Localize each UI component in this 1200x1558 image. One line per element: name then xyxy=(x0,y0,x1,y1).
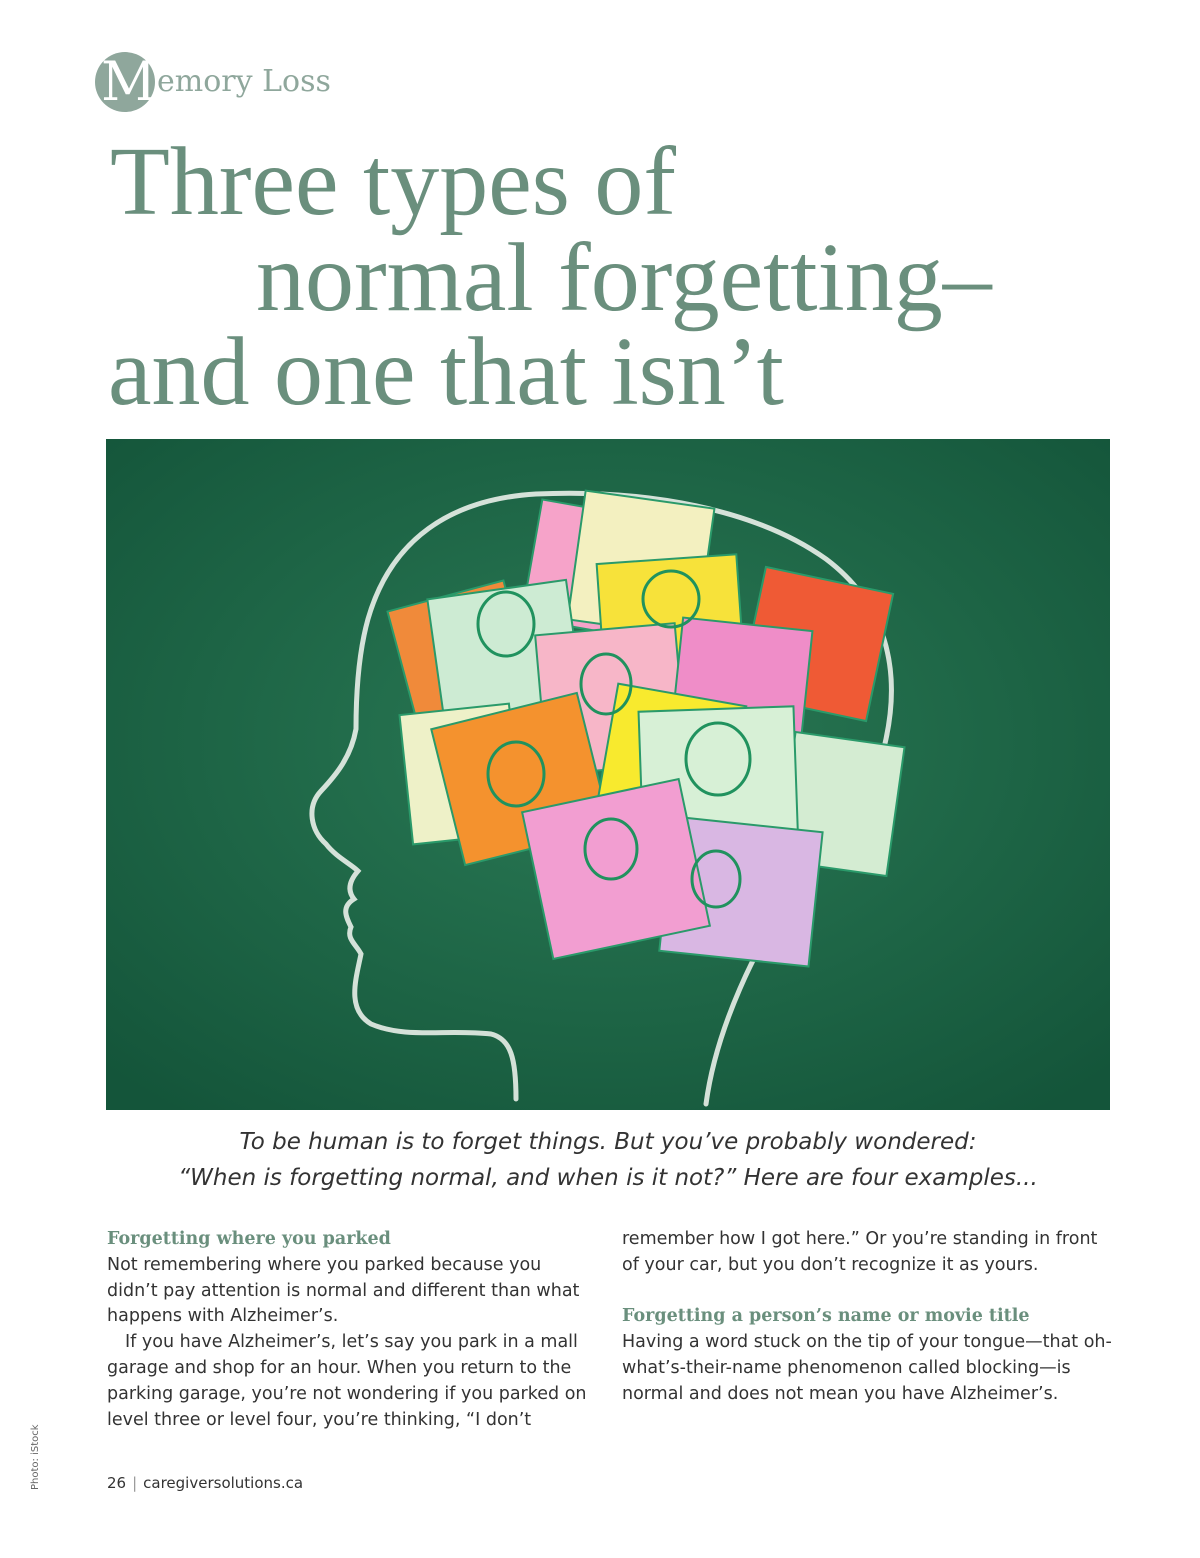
intro-deck xyxy=(106,1124,1110,1196)
title-line-3: and one that isn’t xyxy=(108,318,784,426)
section-1-paragraph-1: Not remembering where you parked because you didn’t pay attention is normal and different than what happens with Alzheimer’s. xyxy=(107,1254,580,1327)
title-line-2: normal forgetting– xyxy=(256,224,992,332)
title-line-1: Three types of xyxy=(110,128,676,236)
page-number: 26 xyxy=(107,1474,127,1492)
footer-separator: | xyxy=(132,1474,138,1492)
section-2-paragraph-1: Having a word stuck on the tip of your tongue—that oh-what’s-their-name phenomenon called blocking—is normal and does not mean you have Alzheimer’s. xyxy=(622,1332,1112,1404)
section-1-heading: Forgetting where you parked xyxy=(107,1229,391,1249)
page-footer xyxy=(107,1474,303,1492)
section-tag-label: emory Loss xyxy=(157,64,331,99)
section-1-paragraph-2: If you have Alzheimer’s, let’s say you park in a mall garage and shop for an hour. When you return to the parking garage, you’re not wondering if you parked on level three or level four, you’re thinking, “I don’t xyxy=(107,1332,587,1430)
section-tag-initial: M xyxy=(101,50,157,113)
chalkboard-head-illustration xyxy=(106,439,1110,1110)
intro-line-2: “When is forgetting normal, and when is it not?” Here are four examples... xyxy=(178,1165,1038,1191)
hero-image xyxy=(106,439,1110,1110)
section-1-paragraph-2-continued: remember how I got here.” Or you’re standing in front of your car, but you don’t recognize it as yours. xyxy=(622,1229,1098,1275)
column-right xyxy=(622,1227,1112,1408)
note-pink-bottom xyxy=(522,779,710,959)
footer-site[interactable]: caregiversolutions.ca xyxy=(143,1474,304,1492)
column-left xyxy=(107,1227,597,1433)
article-title xyxy=(0,0,1200,426)
section-2-heading: Forgetting a person’s name or movie title xyxy=(622,1306,1030,1327)
photo-credit: Photo: iStock xyxy=(30,1424,41,1490)
intro-line-1: To be human is to forget things. But you’ve probably wondered: xyxy=(239,1129,977,1155)
